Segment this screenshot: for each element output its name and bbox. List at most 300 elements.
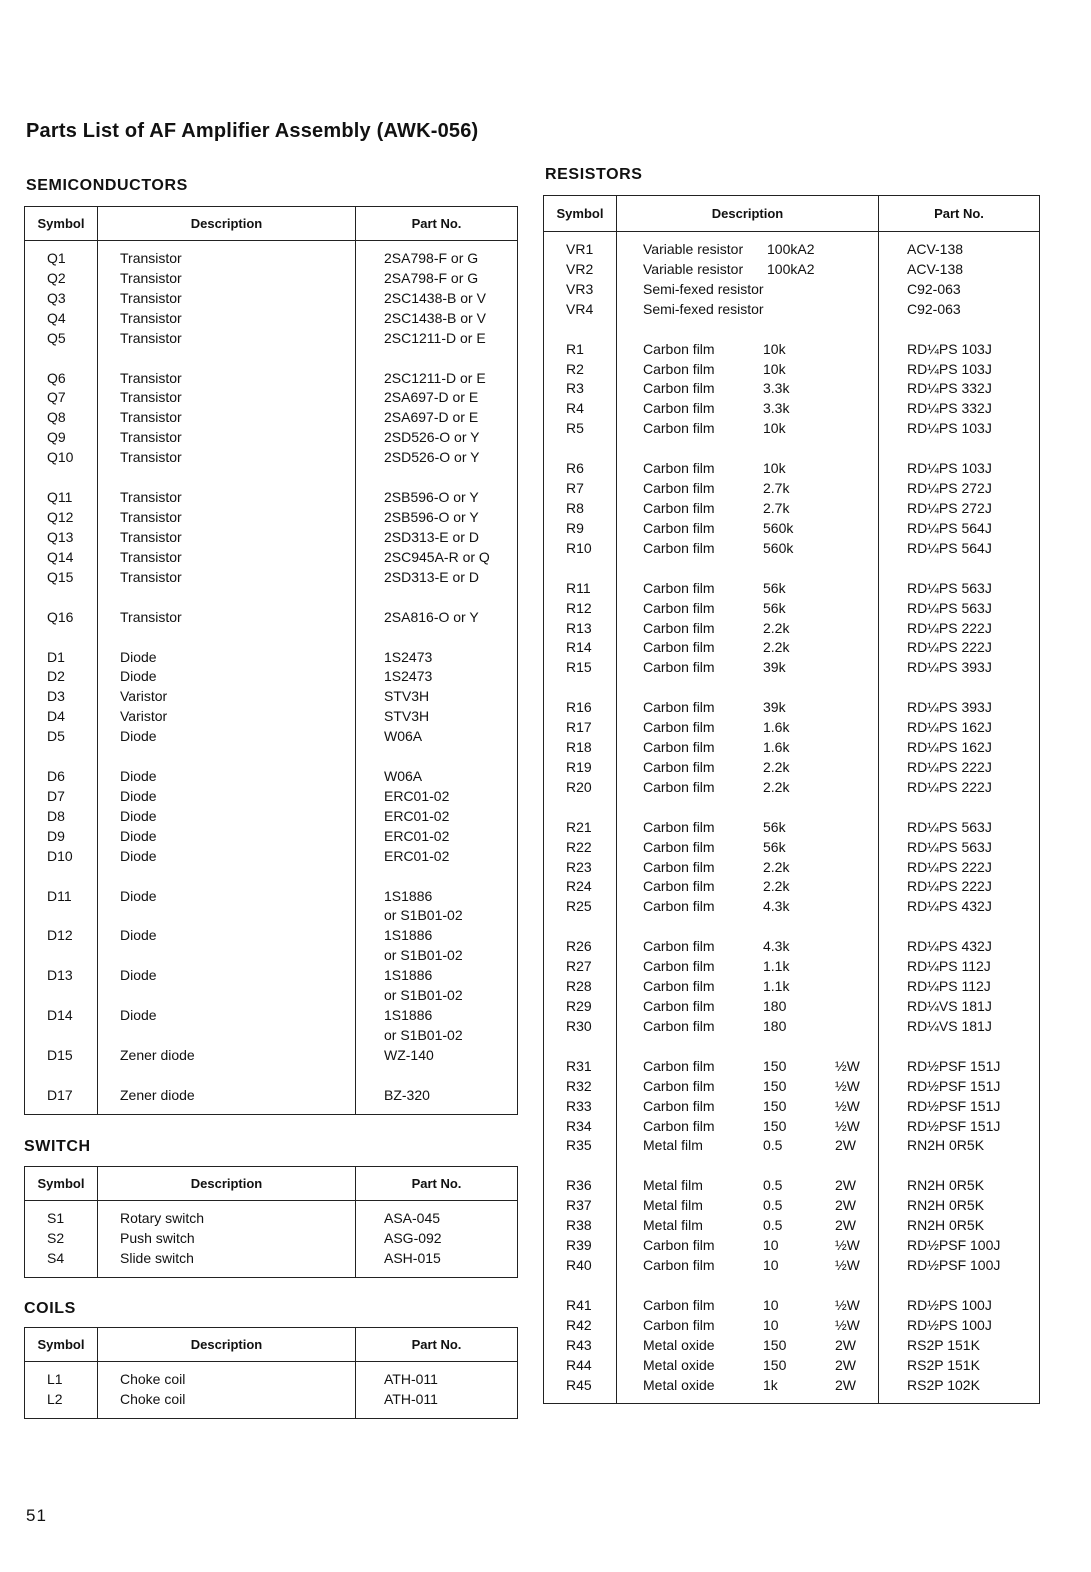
description-cell xyxy=(617,1017,879,1037)
symbol-cell: R41 xyxy=(544,1296,617,1316)
resistor-type: Carbon film xyxy=(643,719,715,736)
part-number-cell: RD¼VS 181J xyxy=(879,1017,1040,1037)
resistor-value: 0.5 xyxy=(763,1177,783,1194)
resistor-value: 0.5 xyxy=(763,1197,783,1214)
table-row xyxy=(25,926,518,946)
symbol-header: Symbol xyxy=(544,196,617,232)
part-number-cell: 2SC1438-B or V xyxy=(356,289,518,309)
resistor-value: 2.2k xyxy=(763,639,790,656)
resistor-value: 150 xyxy=(763,1356,787,1373)
resistor-type: Carbon film xyxy=(643,420,715,437)
resistor-type: Semi-fexed resistor xyxy=(643,280,764,297)
symbol-cell: Q8 xyxy=(25,408,98,428)
table-row xyxy=(25,548,518,568)
resistor-wattage: ½W xyxy=(835,1256,860,1273)
resistor-value: 150 xyxy=(763,1336,787,1353)
resistor-type: Carbon film xyxy=(643,519,715,536)
symbol-header: Symbol xyxy=(25,1167,98,1201)
table-row xyxy=(25,827,518,847)
description-cell xyxy=(617,997,879,1017)
table-row xyxy=(544,340,1040,360)
description-cell xyxy=(617,379,879,399)
symbol-cell: D5 xyxy=(25,727,98,747)
part-number-cell: RN2H 0R5K xyxy=(879,1216,1040,1236)
table-row xyxy=(544,858,1040,878)
symbol-cell: D10 xyxy=(25,847,98,867)
resistor-type: Carbon film xyxy=(643,539,715,556)
part-number-cell: RD¼PS 103J xyxy=(879,459,1040,479)
resistor-value: 2.2k xyxy=(763,758,790,775)
description-cell: Choke coil xyxy=(98,1390,356,1418)
symbol-cell: D13 xyxy=(25,966,98,986)
description-cell xyxy=(98,946,356,966)
resistor-value: 10 xyxy=(763,1256,779,1273)
symbol-cell: R23 xyxy=(544,858,617,878)
part-number-cell: 2SB596-O or Y xyxy=(356,488,518,508)
symbol-cell: Q14 xyxy=(25,548,98,568)
symbol-cell: R7 xyxy=(544,479,617,499)
description-header: Description xyxy=(98,1328,356,1362)
table-row xyxy=(544,1057,1040,1077)
description-cell xyxy=(617,280,879,300)
resistor-value: 2.2k xyxy=(763,778,790,795)
description-cell: Zener diode xyxy=(98,1086,356,1114)
description-cell xyxy=(617,1196,879,1216)
group-spacer xyxy=(25,628,518,648)
description-cell: Diode xyxy=(98,847,356,867)
part-number-cell: RD¼PS 393J xyxy=(879,658,1040,678)
symbol-cell: R19 xyxy=(544,758,617,778)
table-row xyxy=(544,619,1040,639)
symbol-cell: R25 xyxy=(544,897,617,917)
resistor-type: Carbon film xyxy=(643,380,715,397)
table-row xyxy=(544,419,1040,439)
description-cell: Diode xyxy=(98,767,356,787)
part-number-cell: 2SA816-O or Y xyxy=(356,608,518,628)
table-row xyxy=(25,966,518,986)
part-number-cell: RD¼PS 222J xyxy=(879,638,1040,658)
symbol-cell: R31 xyxy=(544,1057,617,1077)
group-spacer xyxy=(25,747,518,767)
table-row xyxy=(25,1362,518,1390)
part-number-cell: 2SA798-F or G xyxy=(356,269,518,289)
part-number-cell: RD½PSF 100J xyxy=(879,1236,1040,1256)
part-number-cell: BZ-320 xyxy=(356,1086,518,1114)
group-spacer xyxy=(544,1276,1040,1296)
description-cell xyxy=(617,1376,879,1404)
symbol-cell: D2 xyxy=(25,667,98,687)
table-row xyxy=(25,269,518,289)
description-cell: Diode xyxy=(98,727,356,747)
resistor-type: Carbon film xyxy=(643,758,715,775)
symbol-cell: Q2 xyxy=(25,269,98,289)
symbol-cell: D12 xyxy=(25,926,98,946)
symbol-cell: R44 xyxy=(544,1356,617,1376)
resistor-value: 0.5 xyxy=(763,1217,783,1234)
description-cell xyxy=(617,718,879,738)
table-row xyxy=(25,1006,518,1026)
part-number-cell: RD¼PS 222J xyxy=(879,619,1040,639)
description-cell: Diode xyxy=(98,787,356,807)
part-number-cell: 2SD313-E or D xyxy=(356,568,518,588)
resistor-value: 10 xyxy=(763,1296,779,1313)
symbol-cell: R9 xyxy=(544,519,617,539)
resistor-value: 1.1k xyxy=(763,978,790,995)
resistor-type: Carbon film xyxy=(643,739,715,756)
table-row xyxy=(25,1229,518,1249)
table-row xyxy=(544,479,1040,499)
part-number-cell: RD¼PS 432J xyxy=(879,937,1040,957)
part-number-cell: ERC01-02 xyxy=(356,847,518,867)
part-number-cell: 2SA798-F or G xyxy=(356,241,518,269)
symbol-cell: Q13 xyxy=(25,528,98,548)
resistor-value: 39k xyxy=(763,659,786,676)
part-number-cell: RD¼PS 162J xyxy=(879,738,1040,758)
part-number-cell: or S1B01-02 xyxy=(356,1026,518,1046)
table-row xyxy=(544,738,1040,758)
table-row xyxy=(25,428,518,448)
table-row xyxy=(25,528,518,548)
description-cell xyxy=(617,638,879,658)
part-number-cell: RD½PSF 151J xyxy=(879,1117,1040,1137)
table-row xyxy=(25,289,518,309)
symbol-cell: R4 xyxy=(544,399,617,419)
resistor-type: Carbon film xyxy=(643,1017,715,1034)
table-row xyxy=(25,608,518,628)
description-cell: Diode xyxy=(98,667,356,687)
resistor-type: Carbon film xyxy=(643,878,715,895)
description-cell xyxy=(617,1117,879,1137)
table-row xyxy=(25,508,518,528)
resistor-type: Carbon film xyxy=(643,1057,715,1074)
table-row xyxy=(544,519,1040,539)
table-row xyxy=(25,648,518,668)
description-cell xyxy=(617,619,879,639)
symbol-cell: R27 xyxy=(544,957,617,977)
symbol-cell: Q6 xyxy=(25,369,98,389)
table-row xyxy=(25,241,518,269)
part-number-cell: or S1B01-02 xyxy=(356,906,518,926)
table-row xyxy=(25,448,518,468)
resistor-type: Carbon film xyxy=(643,499,715,516)
symbol-cell: D4 xyxy=(25,707,98,727)
symbol-cell xyxy=(25,986,98,1006)
resistor-type: Carbon film xyxy=(643,1117,715,1134)
part-number-cell: RD¼PS 563J xyxy=(879,818,1040,838)
description-cell xyxy=(617,340,879,360)
description-cell xyxy=(617,1176,879,1196)
table-row xyxy=(25,1249,518,1277)
resistor-type: Carbon film xyxy=(643,1316,715,1333)
resistor-type: Carbon film xyxy=(643,659,715,676)
table-row xyxy=(544,300,1040,320)
table-row xyxy=(25,388,518,408)
part-number-cell: RN2H 0R5K xyxy=(879,1136,1040,1156)
part-number-cell: ATH-011 xyxy=(356,1362,518,1390)
part-number-cell: ERC01-02 xyxy=(356,787,518,807)
symbol-cell: R16 xyxy=(544,698,617,718)
table-row xyxy=(544,499,1040,519)
part-number-cell: RD½PSF 100J xyxy=(879,1256,1040,1276)
resistor-value: 4.3k xyxy=(763,938,790,955)
group-spacer xyxy=(544,1037,1040,1057)
resistor-wattage: 2W xyxy=(835,1177,856,1194)
table-row xyxy=(544,280,1040,300)
part-number-cell: RD¼PS 332J xyxy=(879,379,1040,399)
resistor-value: 100kA2 xyxy=(767,260,815,277)
resistor-value: 10k xyxy=(763,340,786,357)
description-cell xyxy=(617,479,879,499)
description-cell xyxy=(617,658,879,678)
resistor-value: 1.1k xyxy=(763,958,790,975)
symbol-cell: R15 xyxy=(544,658,617,678)
symbol-cell: R33 xyxy=(544,1097,617,1117)
table-row xyxy=(544,1097,1040,1117)
symbol-cell: D7 xyxy=(25,787,98,807)
part-number-cell: RS2P 151K xyxy=(879,1336,1040,1356)
description-cell xyxy=(617,1356,879,1376)
resistor-type: Carbon film xyxy=(643,619,715,636)
table-row xyxy=(544,232,1040,260)
table-row xyxy=(544,1356,1040,1376)
part-number-cell: RD¼PS 332J xyxy=(879,399,1040,419)
symbol-cell: R40 xyxy=(544,1256,617,1276)
description-cell xyxy=(617,937,879,957)
resistor-type: Metal film xyxy=(643,1197,703,1214)
description-cell: Transistor xyxy=(98,241,356,269)
description-cell: Zener diode xyxy=(98,1046,356,1066)
table-row xyxy=(544,1136,1040,1156)
resistor-type: Carbon film xyxy=(643,699,715,716)
symbol-cell: R36 xyxy=(544,1176,617,1196)
resistor-wattage: 2W xyxy=(835,1217,856,1234)
description-cell xyxy=(617,419,879,439)
resistor-type: Carbon film xyxy=(643,639,715,656)
resistor-wattage: 2W xyxy=(835,1336,856,1353)
symbol-cell: R1 xyxy=(544,340,617,360)
resistor-type: Carbon film xyxy=(643,1296,715,1313)
part-number-cell: WZ-140 xyxy=(356,1046,518,1066)
part-number-cell: 2SD526-O or Y xyxy=(356,448,518,468)
group-spacer xyxy=(544,798,1040,818)
table-row xyxy=(25,887,518,907)
resistor-value: 2.7k xyxy=(763,499,790,516)
part-number-cell: RD¼PS 112J xyxy=(879,957,1040,977)
part-number-cell: RD¼PS 563J xyxy=(879,838,1040,858)
description-cell xyxy=(617,1236,879,1256)
resistor-wattage: ½W xyxy=(835,1237,860,1254)
description-cell xyxy=(617,459,879,479)
resistor-type: Variable resistor xyxy=(643,241,744,257)
description-cell xyxy=(617,1296,879,1316)
switch-title: SWITCH xyxy=(24,1138,91,1155)
description-cell: Transistor xyxy=(98,408,356,428)
table-row xyxy=(544,1316,1040,1336)
group-spacer xyxy=(544,320,1040,340)
part-number-cell: RD¼PS 563J xyxy=(879,599,1040,619)
description-cell: Diode xyxy=(98,1006,356,1026)
part-number-cell: 1S1886 xyxy=(356,1006,518,1026)
table-row xyxy=(544,698,1040,718)
symbol-cell: D17 xyxy=(25,1086,98,1114)
table-row xyxy=(544,877,1040,897)
symbol-cell: S2 xyxy=(25,1229,98,1249)
symbol-cell: Q4 xyxy=(25,309,98,329)
resistor-value: 56k xyxy=(763,579,786,596)
resistor-value: 2.7k xyxy=(763,480,790,497)
symbol-cell: VR3 xyxy=(544,280,617,300)
table-row xyxy=(544,1196,1040,1216)
description-cell xyxy=(617,499,879,519)
description-cell xyxy=(617,838,879,858)
description-cell xyxy=(98,986,356,1006)
part-number-cell: RD¼PS 162J xyxy=(879,718,1040,738)
symbol-cell: R38 xyxy=(544,1216,617,1236)
resistor-type: Carbon film xyxy=(643,1256,715,1273)
table-row xyxy=(544,977,1040,997)
part-number-cell: 1S1886 xyxy=(356,966,518,986)
description-cell xyxy=(617,1216,879,1236)
description-cell: Transistor xyxy=(98,548,356,568)
symbol-cell: Q10 xyxy=(25,448,98,468)
symbol-cell: L1 xyxy=(25,1362,98,1390)
resistor-value: 10k xyxy=(763,460,786,477)
resistor-wattage: ½W xyxy=(835,1057,860,1074)
description-cell: Transistor xyxy=(98,508,356,528)
table-row xyxy=(544,379,1040,399)
description-cell: Transistor xyxy=(98,428,356,448)
symbol-cell: Q16 xyxy=(25,608,98,628)
table-row xyxy=(544,1336,1040,1356)
resistor-type: Metal oxide xyxy=(643,1336,715,1353)
symbol-cell: R18 xyxy=(544,738,617,758)
part-number-cell: RS2P 102K xyxy=(879,1376,1040,1404)
description-cell: Varistor xyxy=(98,687,356,707)
table-row xyxy=(25,906,518,926)
symbol-cell: R11 xyxy=(544,579,617,599)
table-row xyxy=(544,1077,1040,1097)
group-spacer xyxy=(25,588,518,608)
part-number-cell: ACV-138 xyxy=(879,232,1040,260)
description-cell xyxy=(617,539,879,559)
resistor-wattage: ½W xyxy=(835,1077,860,1094)
part-number-cell: RD½PSF 151J xyxy=(879,1097,1040,1117)
page-title: Parts List of AF Amplifier Assembly (AWK-056) xyxy=(26,120,479,142)
symbol-cell: R26 xyxy=(544,937,617,957)
description-cell xyxy=(617,260,879,280)
part-number-cell: RN2H 0R5K xyxy=(879,1176,1040,1196)
part-number-cell: RD¼PS 112J xyxy=(879,977,1040,997)
part-number-cell: ASH-015 xyxy=(356,1249,518,1277)
resistors-title: RESISTORS xyxy=(545,166,643,183)
resistor-value: 1.6k xyxy=(763,719,790,736)
table-row xyxy=(25,1201,518,1229)
part-number-cell: RD¼PS 103J xyxy=(879,340,1040,360)
part-number-cell: RD¼PS 222J xyxy=(879,877,1040,897)
description-cell: Diode xyxy=(98,966,356,986)
symbol-cell: R24 xyxy=(544,877,617,897)
part-no-header: Part No. xyxy=(356,1328,518,1362)
part-number-cell: 2SB596-O or Y xyxy=(356,508,518,528)
table-row xyxy=(25,309,518,329)
part-number-cell: 1S2473 xyxy=(356,667,518,687)
symbol-cell: R2 xyxy=(544,360,617,380)
symbol-cell: R12 xyxy=(544,599,617,619)
resistors-table xyxy=(543,195,1040,1404)
part-number-cell: 2SD526-O or Y xyxy=(356,428,518,448)
part-number-cell: 2SC1438-B or V xyxy=(356,309,518,329)
part-no-header: Part No. xyxy=(356,1167,518,1201)
description-cell: Transistor xyxy=(98,388,356,408)
part-number-cell: RN2H 0R5K xyxy=(879,1196,1040,1216)
table-row xyxy=(544,957,1040,977)
description-cell xyxy=(617,232,879,260)
part-number-cell: W06A xyxy=(356,727,518,747)
symbol-cell: R3 xyxy=(544,379,617,399)
table-row xyxy=(544,1376,1040,1404)
description-cell: Transistor xyxy=(98,329,356,349)
part-number-cell: 1S2473 xyxy=(356,648,518,668)
table-row xyxy=(544,758,1040,778)
table-row xyxy=(544,1017,1040,1037)
symbol-cell: R42 xyxy=(544,1316,617,1336)
description-cell xyxy=(617,1057,879,1077)
part-number-cell: 2SC1211-D or E xyxy=(356,329,518,349)
symbol-cell: R45 xyxy=(544,1376,617,1404)
description-cell xyxy=(98,1026,356,1046)
resistor-type: Carbon film xyxy=(643,858,715,875)
part-number-cell: RD¼PS 272J xyxy=(879,479,1040,499)
description-cell xyxy=(617,519,879,539)
symbol-cell: R10 xyxy=(544,539,617,559)
symbol-cell: R20 xyxy=(544,778,617,798)
table-row xyxy=(544,997,1040,1017)
symbol-cell: R34 xyxy=(544,1117,617,1137)
description-cell: Transistor xyxy=(98,528,356,548)
resistor-value: 3.3k xyxy=(763,400,790,417)
resistor-value: 150 xyxy=(763,1077,787,1094)
resistor-value: 4.3k xyxy=(763,898,790,915)
resistor-value: 150 xyxy=(763,1117,787,1134)
table-row xyxy=(25,369,518,389)
description-header: Description xyxy=(98,207,356,241)
symbol-cell: R17 xyxy=(544,718,617,738)
symbol-cell: S1 xyxy=(25,1201,98,1229)
description-cell: Transistor xyxy=(98,369,356,389)
symbol-cell: D9 xyxy=(25,827,98,847)
table-row xyxy=(544,459,1040,479)
part-number-cell: RD¼PS 222J xyxy=(879,778,1040,798)
symbol-cell: VR1 xyxy=(544,232,617,260)
symbol-cell: D14 xyxy=(25,1006,98,1026)
part-number-cell: RD¼PS 393J xyxy=(879,698,1040,718)
symbol-cell: R28 xyxy=(544,977,617,997)
table-row xyxy=(544,1117,1040,1137)
resistor-wattage: ½W xyxy=(835,1117,860,1134)
description-cell: Slide switch xyxy=(98,1249,356,1277)
resistor-value: 10k xyxy=(763,420,786,437)
part-number-cell: RD½PSF 151J xyxy=(879,1057,1040,1077)
description-cell: Diode xyxy=(98,926,356,946)
table-row xyxy=(544,937,1040,957)
resistor-type: Metal film xyxy=(643,1177,703,1194)
description-cell: Transistor xyxy=(98,269,356,289)
part-number-cell: RD¼PS 564J xyxy=(879,519,1040,539)
part-number-cell: ASA-045 xyxy=(356,1201,518,1229)
resistor-type: Metal film xyxy=(643,1137,703,1154)
resistor-wattage: 2W xyxy=(835,1356,856,1373)
symbol-cell: D6 xyxy=(25,767,98,787)
